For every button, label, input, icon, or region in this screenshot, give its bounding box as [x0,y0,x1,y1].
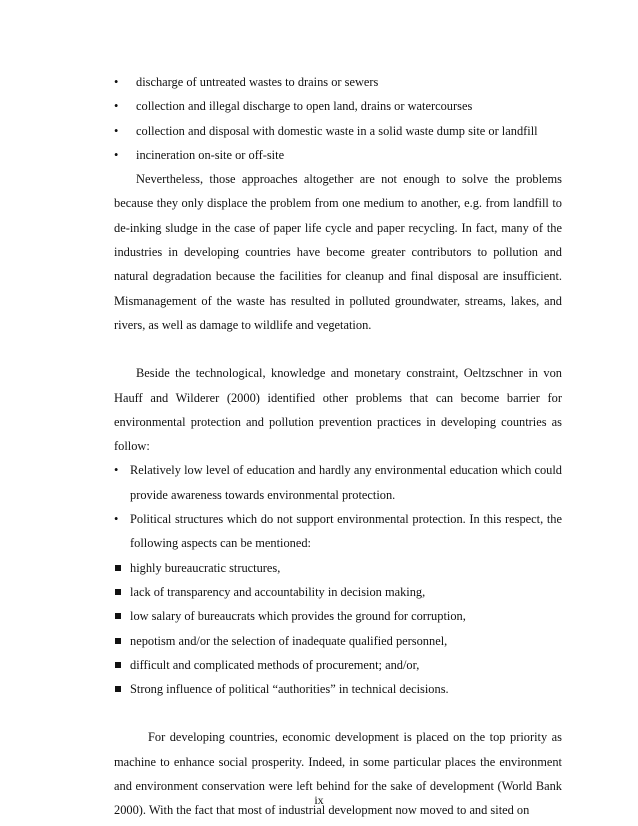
list-item: difficult and complicated methods of procurement; and/or, [114,653,562,677]
page-content [114,70,562,823]
list-item: • collection and illegal discharge to open land, drains or watercourses [114,94,562,118]
square-bullet-icon [115,638,121,644]
list-item: • Political structures which do not support environmental protection. In this respect, the following aspects can be mentioned: [114,507,562,556]
square-bullet-icon [115,589,121,595]
square-bullet-icon [115,613,121,619]
bullet-icon: • [114,75,119,89]
square-bullet-icon [115,686,121,692]
paragraph-beside: Beside the technological, knowledge and monetary constraint, Oeltzschner in von Hauff and Wilderer (2000) identified other problems that can become barrier for environmental protection and pollution prevention practices in developing countries as follow: [114,366,562,454]
bullet-icon: • [114,512,119,527]
list-item: lack of transparency and accountability in decision making, [114,580,562,604]
list-item: • discharge of untreated wastes to drains or sewers [114,70,562,94]
list-item: Strong influence of political “authorities” in technical decisions. [114,677,562,701]
list-item: nepotism and/or the selection of inadequate qualified personnel, [114,629,562,653]
square-bullet-icon [115,565,121,571]
bullet-icon: • [114,99,119,114]
list-item: highly bureaucratic structures, [114,556,562,580]
bullet-icon: • [114,123,119,138]
square-bullet-icon [115,662,121,668]
paragraph-gap [114,701,562,725]
paragraph-nevertheless: Nevertheless, those approaches altogether are not enough to solve the problems because they only displace the problem from one medium to another, e.g. from landfill to de-inking sludge in the case of paper life cycle and paper recycling. In fact, many of the industries in developing countries have become greater contributors to pollution and natural degradation because the facilities for cleanup and final disposal are insufficient. Mismanagement of the waste has resulted in polluted groundwater, streams, lakes, and rivers, as well as damage to wildlife and vegetation. [114,172,562,332]
bullet-icon: • [114,463,119,478]
paragraph-developing-countries: For developing countries, economic development is placed on the top priority as machine to enhance social prosperity. Indeed, in some particular places the environment and environment conservation were left behind for the sake of development (World Bank 2000). With the fact that most of industrial development now moved to and sited on [114,730,562,818]
bullet-icon: • [114,147,119,162]
list-item: • collection and disposal with domestic waste in a solid waste dump site or landfill [114,119,562,143]
list-item: low salary of bureaucrats which provides the ground for corruption, [114,604,562,628]
list-item: • incineration on-site or off-site [114,143,562,167]
list-item: • Relatively low level of education and hardly any environmental education which could provide awareness towards environmental protection. [114,458,562,507]
page-number: ix [314,793,324,807]
paragraph-gap [114,337,562,361]
